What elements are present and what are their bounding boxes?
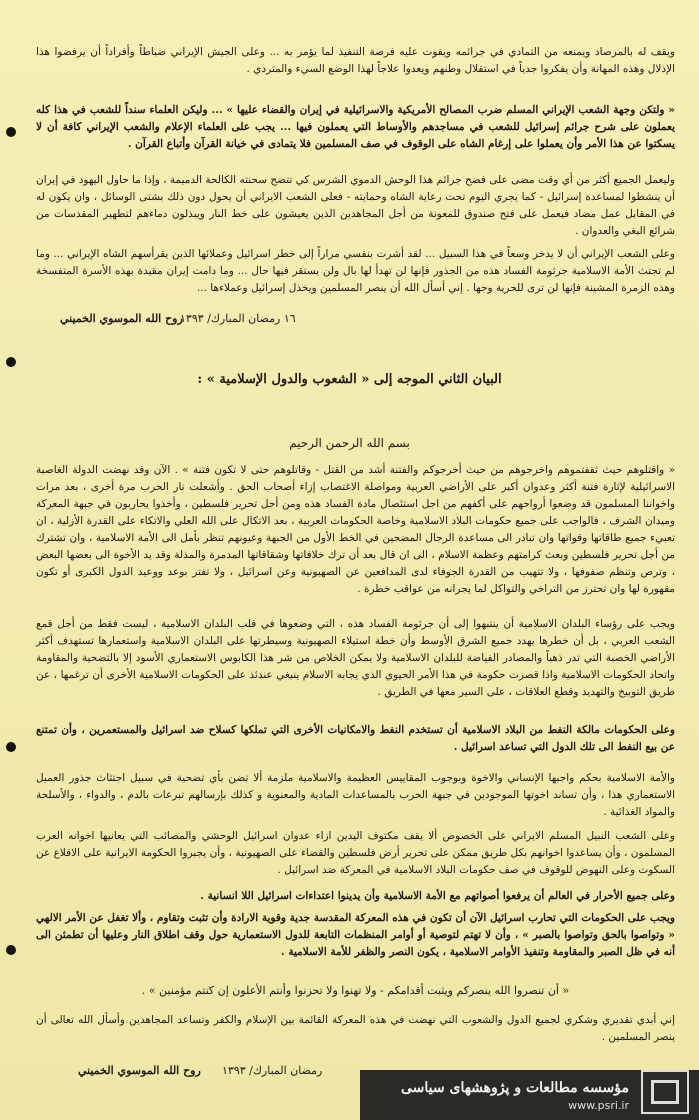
paragraph-6: ويجب على رؤساء البلدان الاسلامية أن ينتبهوا إلى أن جرثومة الفساد هذه ، التي وضعوها في قلب البلدان الاسلامية ، ليست فقط من أجل قمع الشعب العربي ، بل أن خطرها يهدد جميع الشرق الأوسط وأن خطة استيلاء الصهيونية وسيطرتها على البلدان الاسلامية واستعمارها تستهدف أكثر الأراضي الخصبة التي تدر ذهباً والمصادر الفياضة للبلدان الاسلامية ولا يمكن الخلاص من شر هذا الكابوس الاستعماري الأسود إلا بالتضحية والمقاومة واتحاد الحكومات الاسلامية واذا قصرت حكومة في هذا الأمر الحيوي الذي يجابه الاسلام ينبغي عندئذ على الحكومات الاسلامية الأخرى أن ترغمها ، عن طريق التوبيخ والتهديد وقطع العلاقات ، على السير معها في الطريق . — [36, 618, 675, 698]
paragraph-1: ويقف له بالمرصاد ويمنعه من التمادي في جرائمه ويفوت عليه فرصة التنفيذ لما يؤمر به ... وعلى الجيش الإيراني ضباطاً وأفراداً أن يرفضوا هذا الإذلال وهذه المهانة وأن يفكروا جدياً في استقلال وطنهم ويعدوا علاجاً لهذا الوضع السيء والمتردي . — [36, 46, 675, 75]
paragraph-10: وعلى جميع الأحرار في العالم أن يرفعوا أصواتهم مع الأمة الاسلامية وأن يدينوا اعتداءات اسرائيل اللا انسانية . — [200, 890, 675, 902]
watermark-url: www.psri.ir — [568, 1099, 629, 1112]
bullet-mark — [6, 357, 16, 367]
paragraph-8: والأمة الاسلامية بحكم واجبها الإنساني والاخوة وبوجوب المقاييس العظيمة والاسلامية ملزمة ألا تضن بأي تضحية في سبيل اجتثاث جذور العميل الاستعماري هذا ، وأن تساند اخوتها الموجودين في جبهة الحرب بالمساعدات المادية والمعنوية و كذلك بإرسالهم تبرعات بالدم ، والدواء ، والأسلحة والمواد الغذائية . — [36, 772, 675, 818]
paragraph-12: إني أبدي تقديري وشكري لجميع الدول والشعوب التي نهضت في هذه المعركة القائمة بين الإسلام والكفر وتساعد المجاهدين وأسأل الله تعالى أن ينصر المسلمين . — [36, 1014, 675, 1043]
basmala: بسم الله الرحمن الرحيم — [289, 436, 410, 450]
quran-verse: « أن تنصروا الله ينصركم ويثبت أقدامكم - ولا تهنوا ولا تحزنوا وأنتم الأعلون إن كنتم مؤمنين » . — [141, 984, 570, 997]
signature2-name: روح الله الموسوي الخميني — [78, 1064, 201, 1077]
bullet-mark — [6, 945, 16, 955]
bullet-mark — [6, 742, 16, 752]
paragraph-2: « ولتكن وجهة الشعب الإيراني المسلم ضرب المصالح الأمريكية والاسرائيلية في إيران والقضاء عليها » ... وليكن العلماء سنداً للشعب في هذا كله يعملون على شرح جرائم إسرائيل للشعب في مساجدهم والأوساط التي يعملون فيها ... يجب على العلماء الإعلام والشعب الإيراني كافة أن لا يسكتوا عن هذا الأمر وأن يعملوا على إرغام الشاه على الوقوف في صف المسلمين فلا يتمادى في خيانة القرآن وأتباع القرآن . — [36, 104, 675, 150]
signature1-name: روح الله الموسوي الخميني — [60, 312, 183, 325]
paragraph-4: وعلى الشعب الإيراني أن لا يدخر وسعاً في هذا السبيل ... لقد أشرت بنفسي مراراً إلى خطر اسرائيل وعملائها الذين يقرأسهم الشاه الإيراني ... وما لم تجتث الأمة الاسلامية جرثومة الفساد هذه من الجذور فإنها لن تهدأ لها بال ولن يستقر فيها حال ... وما دامت إيران مقيدة بهذه الأسرة المتفسخة وهذه الزمرة المشينة فإنها لن ترى للحرية وجها . إني أسأل الله أن ينصر المسلمين ويخذل إسرائيل وعملاءها ... — [36, 248, 675, 294]
bullet-mark — [6, 127, 16, 137]
paragraph-9: وعلى الشعب النبيل المسلم الايراني على الخصوص ألا يقف مكتوف اليدين ازاء عدوان اسرائيل الوحشي والمصائب التي يعانيها اخوانه العرب المسلمون ، وأن يساعدوا اخوانهم بكل طريق ممكن على تحرير أرض فلسطين والقضاء على الصهيونية ، وأن يجبروا الحكومة الايرانية على الاقلاع عن السكوت وعلى النهوض للوقوف في صف حكومات البلاد الاسلامية في المعركة ضد اسرائيل . — [36, 830, 675, 876]
paragraph-11: ويجب على الحكومات التي تحارب اسرائيل الآن أن تكون في هذه المعركة المقدسة جدية وقوية الارادة وأن تثبت وتقاوم ، وألا تغفل عن الأمر الالهي « وتواصوا بالحق وتواصوا بالصبر » ، وأن لا تهتم لتوصية أو أوامر المنظمات التابعة للدول الاستعمارية حول وقف اطلاق النار وعليها أن تطمئن الى أنه في ظل الصبر والمقاومة وتنفيذ الأوامر الاسلامية ، يكون النصر والظفر للأمة الاسلامية . — [36, 912, 675, 958]
paragraph-5: « واقتلوهم حيث ثقفتموهم واخرجوهم من حيث أخرجوكم والفتنة أشد من القتل - وقاتلوهم حتى لا تكون فتنة » . الآن وقد نهضت الدولة الغاصبة الاسرائيلية لإثارة فتنة أكثر وعدوان أكبر على الأراضي العربية ومواصلة الاغتصاب إزاء أصحاب الحق . وأشعلت نار الحرب مرة أخرى ، بعد مرات واخواننا المسلمون قد وضعوا أرواحهم على أكفهم من اجل استئصال مادة الفساد هذه ومن أجل تحرير فلسطين ، وأخذوا يحاربون في جبهة المعركة وميدان الشرف ، فالواجب على جميع حكومات البلاد الاسلامية وخاصة الحكومات العربية ، بعد الاتكال على الله العلي والاتكاء على القدرة الأزلية ، ان تعبيء جميع طاقاتها وقواتها وان تبادر الى مساعدة الرجال المضحين في الخط الأول من الجبهة وعيونهم تنظر بأمل الى الأمة الاسلامية ، وان تشترك من أجل تحرير فلسطين وبعث كرامتهم وعظمة الاسلام ، الى ان قال بعد أن ترك خلافاتها وشقاقاتها المدمرة والمذلة وقد يد الأخوة الى بعضها البعض ، وترص وتنظم صفوفها ، ولا تتهيب من القدرة الجوفاء لدى المدافعين عن الصهيونية وعن اسرائيل ، ولا تفتر بوعد ووعيد الدول الكبرى أو تكون مقهورة لها وان تحترز من التراخي والتواكل لما يجرانه من عواقب خطرة . — [36, 464, 675, 595]
watermark-title: مؤسسه مطالعات و پژوهشهای سیاسی — [401, 1080, 629, 1096]
paragraph-3: وليعمل الجميع أكثر من أي وقت مضى على فضح جرائم هذا الوحش الدموي الشرس كي تتضح سحنته الكالحة الدميمة ، وإذا ما حاول اليهود في إيران أن ينشطوا لمساعدة إسرائيل - كما يجري اليوم تحت رعاية الشاه وحمايته - فعلى الشعب الايراني أن يحول دون ذلك بشتى الوسائل ، وان يكون له في المقابل عمل مضاد فيعمل على فتح صندوق للمعونة من أجل المجاهدين الذين يعيشون على خط النار ويبذلون دماءهم لتطهير المقدسات من شرائع البغي والعدوان . — [36, 174, 675, 237]
paragraph-7: وعلى الحكومات مالكة النفط من البلاد الاسلامية أن تستخدم النفط والامكانيات الأخرى التي تملكها كسلاح ضد اسرائيل والمستعمرين ، وأن تمتنع عن بيع النفط الى تلك الدول التي تساعد اسرائيل . — [36, 724, 675, 753]
signature2-date: رمضان المبارك/ ١٣٩٣ — [222, 1064, 323, 1077]
section-heading: البيان الثاني الموجه إلى « الشعوب والدول الإسلامية » : — [197, 372, 502, 387]
signature1-date: ١٦ رمضان المبارك/ ١٣٩٣ — [180, 312, 296, 325]
institute-logo-icon — [641, 1070, 689, 1114]
